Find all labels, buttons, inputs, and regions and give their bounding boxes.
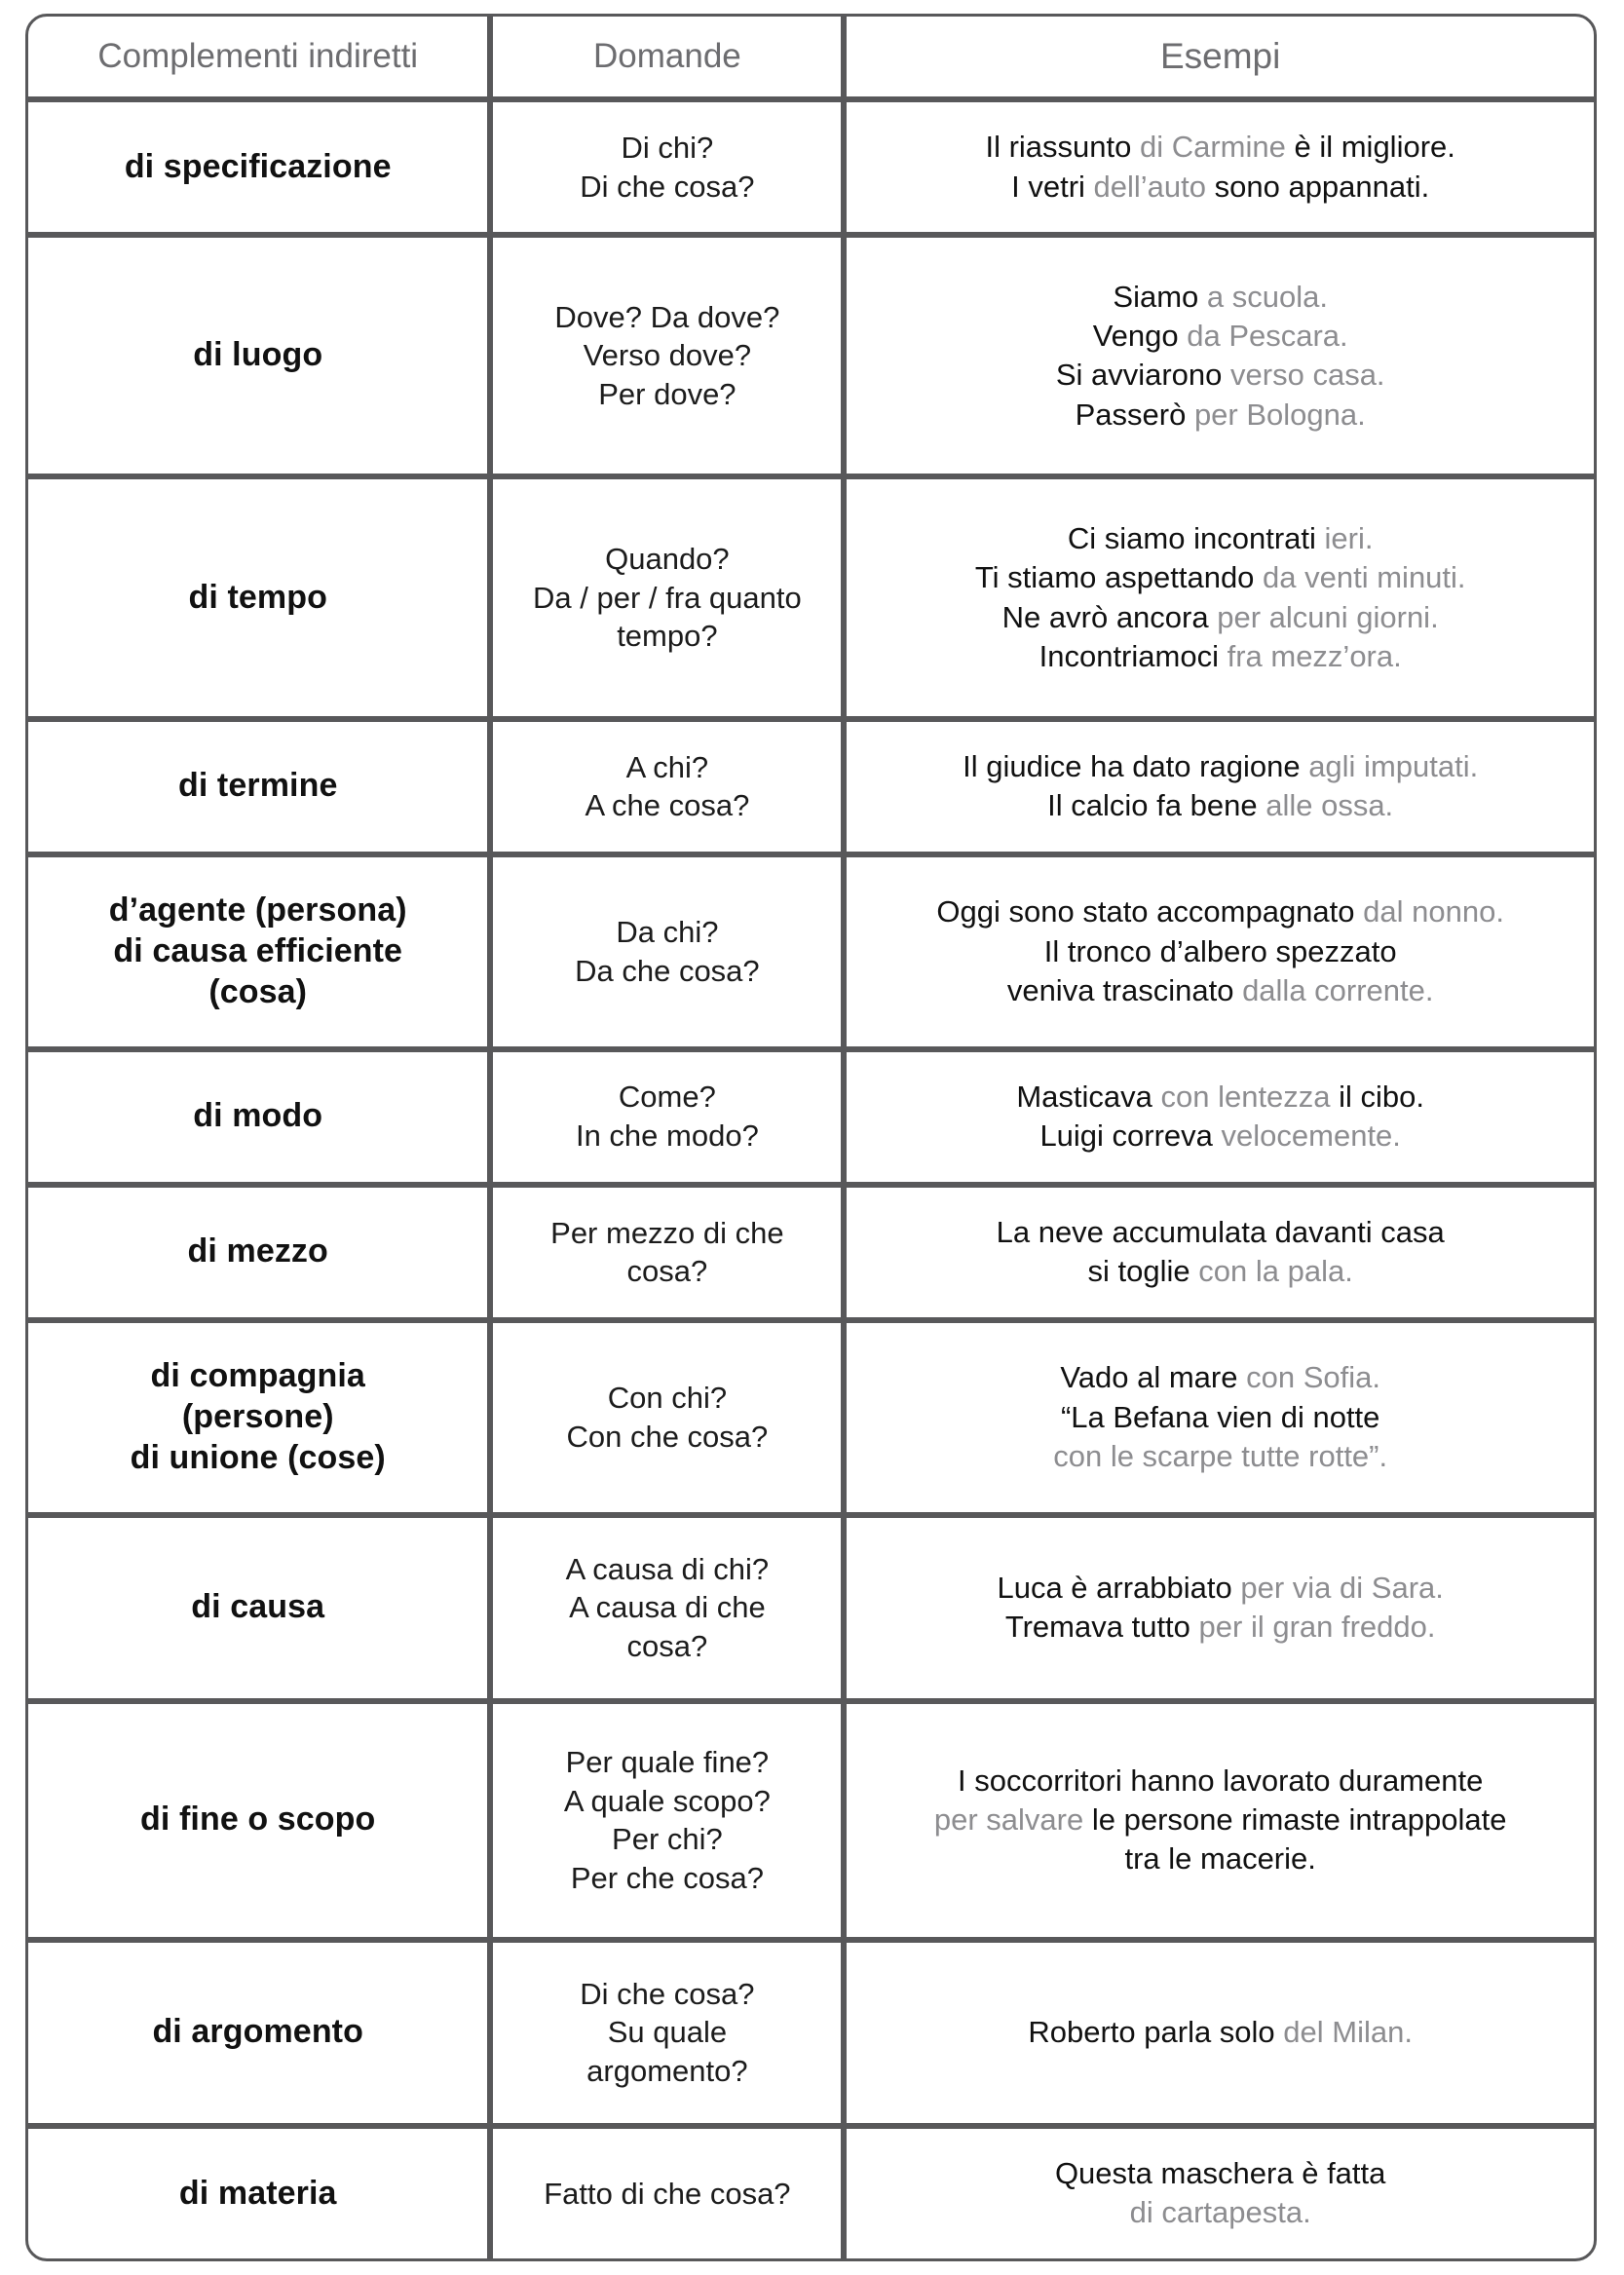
example-line xyxy=(862,317,1578,356)
complement-type-cell xyxy=(25,854,490,1049)
question-cell xyxy=(490,1320,844,1515)
example-text: Questa maschera è fatta xyxy=(1054,2156,1386,2191)
example-line xyxy=(862,1078,1578,1117)
example-line xyxy=(862,168,1578,207)
example-complement-phrase: per Bologna. xyxy=(1193,397,1366,432)
example-text: I soccorritori hanno lavorato duramente xyxy=(958,1763,1484,1798)
example-text: Ne avrò ancora xyxy=(1001,599,1218,634)
example-complement-phrase: ieri. xyxy=(1324,520,1374,555)
example-complement-phrase: alle ossa. xyxy=(1265,788,1394,823)
question-line: Di che cosa? xyxy=(580,1976,755,2011)
table-row xyxy=(25,1701,1597,1940)
example-text: Passerò xyxy=(1075,397,1194,432)
complement-type-line: di argomento xyxy=(152,2013,363,2051)
example-text: Il giudice ha dato ragione xyxy=(963,748,1309,783)
example-line xyxy=(862,128,1578,167)
complement-type-cell xyxy=(25,1320,490,1515)
complement-type-line: di causa efficiente xyxy=(113,931,403,969)
question-line: A causa di che xyxy=(569,1590,766,1625)
question-cell xyxy=(490,1185,844,1320)
example-cell xyxy=(844,235,1597,476)
example-line xyxy=(862,519,1578,558)
complement-type-cell xyxy=(25,1701,490,1940)
example-text: si toglie xyxy=(1087,1254,1199,1289)
example-complement-phrase: del Milan. xyxy=(1283,2015,1413,2050)
example-complement-phrase: per alcuni giorni. xyxy=(1217,599,1439,634)
example-line xyxy=(862,278,1578,317)
question-line: cosa? xyxy=(626,1629,708,1663)
question-cell xyxy=(490,1701,844,1940)
example-complement-phrase: di Carmine xyxy=(1139,130,1286,165)
complement-type-line: di mezzo xyxy=(187,1232,328,1270)
example-line xyxy=(862,2193,1578,2232)
example-complement-phrase: agli imputati. xyxy=(1308,748,1479,783)
complement-type-cell xyxy=(25,719,490,854)
example-line xyxy=(862,1569,1578,1608)
example-complement-phrase: verso casa. xyxy=(1230,358,1385,393)
question-line: Di chi? xyxy=(621,130,714,165)
example-text: Il riassunto xyxy=(985,130,1140,165)
complement-type-cell xyxy=(25,1049,490,1185)
complement-type-cell xyxy=(25,1940,490,2126)
table-row xyxy=(25,854,1597,1049)
question-cell xyxy=(490,1940,844,2126)
complement-type-line: di fine o scopo xyxy=(140,1801,376,1839)
example-text: Il tronco d’albero spezzato xyxy=(1043,933,1397,968)
example-complement-phrase: a scuola. xyxy=(1206,279,1328,314)
example-line xyxy=(862,1358,1578,1397)
complement-type-line: di compagnia xyxy=(150,1356,365,1394)
question-line: Verso dove? xyxy=(583,338,752,373)
example-line xyxy=(862,2013,1578,2052)
table-row xyxy=(25,1049,1597,1185)
question-line: Con che cosa? xyxy=(566,1419,769,1454)
complement-type-line: di termine xyxy=(177,767,338,805)
example-cell xyxy=(844,719,1597,854)
example-line xyxy=(862,356,1578,395)
question-line: A causa di chi? xyxy=(565,1551,770,1586)
table-header xyxy=(25,14,1597,99)
complement-type-line: di unione (cose) xyxy=(130,1438,386,1476)
table-row xyxy=(25,1320,1597,1515)
example-text: Incontriamoci xyxy=(1039,638,1227,673)
question-line: tempo? xyxy=(617,619,718,654)
example-complement-phrase: da venti minuti. xyxy=(1263,560,1466,595)
question-line: Da che cosa? xyxy=(575,953,760,988)
example-text: le persone rimaste intrappolate xyxy=(1083,1802,1507,1838)
example-line xyxy=(862,396,1578,435)
question-line: Per mezzo di che xyxy=(550,1215,784,1250)
example-line xyxy=(862,786,1578,825)
example-complement-phrase: con lentezza xyxy=(1160,1079,1331,1114)
example-line xyxy=(862,892,1578,931)
question-line: A che cosa? xyxy=(585,788,750,823)
complement-type-cell xyxy=(25,2126,490,2261)
question-line: Per che cosa? xyxy=(570,1860,764,1895)
question-cell xyxy=(490,719,844,854)
column-header-questions: Domande xyxy=(490,14,844,99)
complement-type-line: (persone) xyxy=(181,1397,334,1435)
example-cell xyxy=(844,1320,1597,1515)
example-text: Ti stiamo aspettando xyxy=(974,560,1264,595)
table-row xyxy=(25,1515,1597,1701)
question-line: cosa? xyxy=(626,1254,708,1289)
table-row xyxy=(25,2126,1597,2261)
example-complement-phrase: con le scarpe tutte rotte”. xyxy=(1053,1438,1388,1473)
example-complement-phrase: per via di Sara. xyxy=(1240,1570,1444,1605)
example-line xyxy=(862,1801,1578,1839)
example-text: Ci siamo incontrati xyxy=(1067,520,1325,555)
example-line xyxy=(862,971,1578,1010)
example-line xyxy=(862,1252,1578,1291)
table-body xyxy=(25,99,1597,2261)
question-line: Di che cosa? xyxy=(580,169,755,204)
example-text: Tremava tutto xyxy=(1004,1610,1199,1645)
complementi-indiretti-table xyxy=(25,14,1597,2261)
question-line: In che modo? xyxy=(575,1119,759,1154)
question-line: argomento? xyxy=(586,2054,748,2089)
example-complement-phrase: con la pala. xyxy=(1198,1254,1353,1289)
example-line xyxy=(862,1839,1578,1878)
example-complement-phrase: per il gran freddo. xyxy=(1198,1610,1436,1645)
column-header-type: Complementi indiretti xyxy=(25,14,490,99)
complement-type-line: di causa xyxy=(191,1588,325,1626)
question-line: Da / per / fra quanto xyxy=(533,580,802,615)
question-line: Per dove? xyxy=(598,377,736,412)
example-cell xyxy=(844,99,1597,235)
example-line xyxy=(862,637,1578,676)
example-text: Roberto parla solo xyxy=(1028,2015,1284,2050)
complement-type-line: di materia xyxy=(178,2174,337,2212)
example-cell xyxy=(844,854,1597,1049)
complement-type-cell xyxy=(25,235,490,476)
example-complement-phrase: per salvare xyxy=(933,1802,1084,1838)
example-line xyxy=(862,1608,1578,1647)
example-line xyxy=(862,747,1578,786)
question-line: Per quale fine? xyxy=(565,1744,770,1779)
table-row xyxy=(25,476,1597,718)
question-cell xyxy=(490,854,844,1049)
table-row xyxy=(25,1940,1597,2126)
complement-type-line: di tempo xyxy=(188,578,327,616)
example-text: “La Befana vien di notte xyxy=(1060,1399,1380,1434)
example-text: Si avviarono xyxy=(1055,358,1231,393)
question-cell xyxy=(490,235,844,476)
question-line: Su quale xyxy=(607,2015,728,2050)
example-text: Masticava xyxy=(1016,1079,1161,1114)
example-cell xyxy=(844,2126,1597,2261)
example-line xyxy=(862,932,1578,971)
question-line: Fatto di che cosa? xyxy=(544,2176,791,2211)
example-text: Luca è arrabbiato xyxy=(997,1570,1241,1605)
example-text: Vado al mare xyxy=(1060,1360,1247,1395)
example-text: Oggi sono stato accompagnato xyxy=(936,894,1364,929)
example-cell xyxy=(844,1940,1597,2126)
example-text: sono appannati. xyxy=(1206,169,1430,204)
question-line: Come? xyxy=(618,1080,716,1115)
example-line xyxy=(862,558,1578,597)
example-cell xyxy=(844,476,1597,718)
complement-type-cell xyxy=(25,99,490,235)
example-text: Vengo xyxy=(1092,318,1188,353)
example-text: tra le macerie. xyxy=(1124,1841,1316,1877)
example-text: Siamo xyxy=(1113,279,1207,314)
question-line: A quale scopo? xyxy=(563,1783,771,1818)
question-cell xyxy=(490,2126,844,2261)
example-line xyxy=(862,2154,1578,2193)
question-line: Per chi? xyxy=(612,1822,723,1857)
example-text: I vetri xyxy=(1011,169,1094,204)
example-line xyxy=(862,1398,1578,1437)
complement-type-line: di luogo xyxy=(193,336,323,374)
complement-type-cell xyxy=(25,476,490,718)
complement-type-line: di modo xyxy=(193,1097,323,1135)
table-row xyxy=(25,1185,1597,1320)
header-row xyxy=(25,14,1597,99)
example-text: Il calcio fa bene xyxy=(1047,788,1266,823)
example-cell xyxy=(844,1701,1597,1940)
question-cell xyxy=(490,1515,844,1701)
table-row xyxy=(25,719,1597,854)
complement-type-line: (cosa) xyxy=(208,972,308,1010)
column-header-examples: Esempi xyxy=(844,14,1597,99)
example-line xyxy=(862,1213,1578,1252)
example-line xyxy=(862,1437,1578,1476)
question-cell xyxy=(490,476,844,718)
example-complement-phrase: dal nonno. xyxy=(1363,894,1504,929)
example-complement-phrase: con Sofia. xyxy=(1246,1360,1380,1395)
question-cell xyxy=(490,1049,844,1185)
table-row xyxy=(25,235,1597,476)
example-text: veniva trascinato xyxy=(1006,972,1243,1007)
complement-type-line: d’agente (persona) xyxy=(108,891,407,929)
example-complement-phrase: fra mezz’ora. xyxy=(1227,638,1402,673)
example-complement-phrase: di cartapesta. xyxy=(1129,2195,1311,2230)
complement-type-cell xyxy=(25,1515,490,1701)
example-cell xyxy=(844,1049,1597,1185)
example-complement-phrase: velocemente. xyxy=(1221,1119,1401,1154)
example-text: La neve accumulata davanti casa xyxy=(996,1214,1445,1249)
example-line xyxy=(862,1117,1578,1156)
example-text: è il migliore. xyxy=(1285,130,1455,165)
example-complement-phrase: dalla corrente. xyxy=(1242,972,1434,1007)
question-line: Dove? Da dove? xyxy=(554,299,780,334)
complement-type-cell xyxy=(25,1185,490,1320)
example-cell xyxy=(844,1185,1597,1320)
example-complement-phrase: da Pescara. xyxy=(1187,318,1348,353)
example-cell xyxy=(844,1515,1597,1701)
example-text: Luigi correva xyxy=(1039,1119,1222,1154)
example-line xyxy=(862,598,1578,637)
question-line: Quando? xyxy=(605,542,730,577)
question-line: A chi? xyxy=(625,749,709,784)
example-text: il cibo. xyxy=(1330,1079,1425,1114)
question-line: Da chi? xyxy=(616,915,719,949)
example-line xyxy=(862,1762,1578,1801)
example-complement-phrase: dell’auto xyxy=(1093,169,1206,204)
question-cell xyxy=(490,99,844,235)
complement-type-line: di specificazione xyxy=(124,147,392,185)
question-line: Con chi? xyxy=(607,1380,728,1415)
table-row xyxy=(25,99,1597,235)
